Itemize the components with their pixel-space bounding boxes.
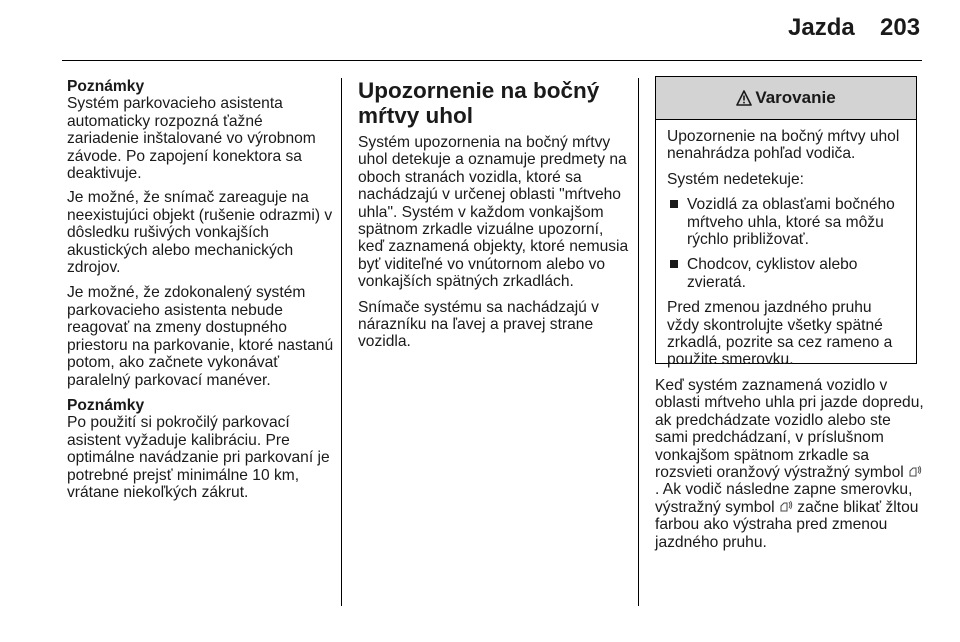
warning-header <box>656 77 916 120</box>
paragraph: Snímače systému sa nachádzajú v nárazníku na ľavej a pravej strane vozidla. <box>358 298 599 351</box>
list-item: Vozidlá za oblasťami bočného mŕtveho uhla, ktoré sa môžu rýchlo približovať. <box>667 196 906 248</box>
header-rule <box>62 60 922 61</box>
note-text: Systém parkovacieho asistenta automaticky rozpozná ťažné zariadenie inštalované vo výrobnom závode. Po zapojení konektora sa deaktivuje. <box>67 95 316 183</box>
paragraph: Je možné, že snímač zareaguje na neexistujúci objekt (rušenie odrazmi) v dôsledku rušivých vonkajších akustických alebo mechanických zdrojov. <box>67 189 333 277</box>
warning-triangle-icon <box>736 90 752 106</box>
list-item: Chodcov, cyklistov alebo zvieratá. <box>667 256 906 291</box>
note-heading: Poznámky <box>67 78 145 95</box>
warning-body <box>656 120 916 369</box>
warning-box <box>655 76 917 369</box>
blind-spot-icon <box>779 500 793 512</box>
bullet-icon <box>670 200 678 208</box>
note-heading: Poznámky <box>67 396 145 414</box>
column-divider <box>341 78 342 606</box>
section-title: Upozornenie na bočný mŕtvy uhol <box>358 78 600 128</box>
page-number: 203 <box>880 14 921 41</box>
warning-title: Varovanie <box>755 88 836 107</box>
paragraph: Systém upozornenia na bočný mŕtvy uhol detekuje a oznamuje predmety na oboch stranách vozidla, ktoré sa nachádzajú v určenej oblasti "mŕtveho uhla". Systém v každom vonkajšom spätnom zrkadle vizuálne upozorní, keď zaznamená objekty, ktoré nemusia byť viditeľné vo vnútornom alebo vo vonkajších spätných zrkadlách. <box>358 134 629 291</box>
column-left <box>67 78 335 508</box>
warning-text: Systém nedetekuje: <box>667 170 804 188</box>
column-middle <box>358 78 630 359</box>
warning-text: Upozornenie na bočný mŕtvy uhol nenahrádza pohľad vodiča. <box>667 128 900 163</box>
paragraph: Je možné, že zdokonalený systém parkovacieho asistenta nebude reagovať na zmeny dostupného priestoru na parkovanie, ktoré nastanú potom, ako začnete vykonávať paralelný parkovací manéver. <box>67 284 334 389</box>
blind-spot-icon <box>908 465 922 477</box>
warning-text: Pred zmenou jazdného pruhu vždy skontrolujte všetky spätné zrkadlá, pozrite sa cez rameno a použite smerovku. <box>667 299 893 369</box>
column-divider <box>638 78 639 606</box>
column-right <box>655 377 925 559</box>
paragraph: Keď systém zaznamená vozidlo v oblasti mŕtveho uhla pri jazde dopredu, ak predchádzate vozidlo alebo ste sami predchádzaní, v príslušnom vonkajšom spätnom zrkadle sa rozsvieti oranžový výstražný symbol . Ak vodič následne zapne smerovku, výstražný symbol začne blikať žltou farbou ako výstraha pred zmenou jazdného pruhu. <box>655 377 924 551</box>
warning-list <box>667 196 906 291</box>
bullet-icon <box>670 260 678 268</box>
note-text: Po použití si pokročilý parkovací asistent vyžaduje kalibráciu. Pre optimálne navádzanie pri parkovaní je potrebné prejsť minimálne 10 km, vrátane niekoľkých zákrut. <box>67 414 330 501</box>
section-name: Jazda <box>788 14 855 41</box>
